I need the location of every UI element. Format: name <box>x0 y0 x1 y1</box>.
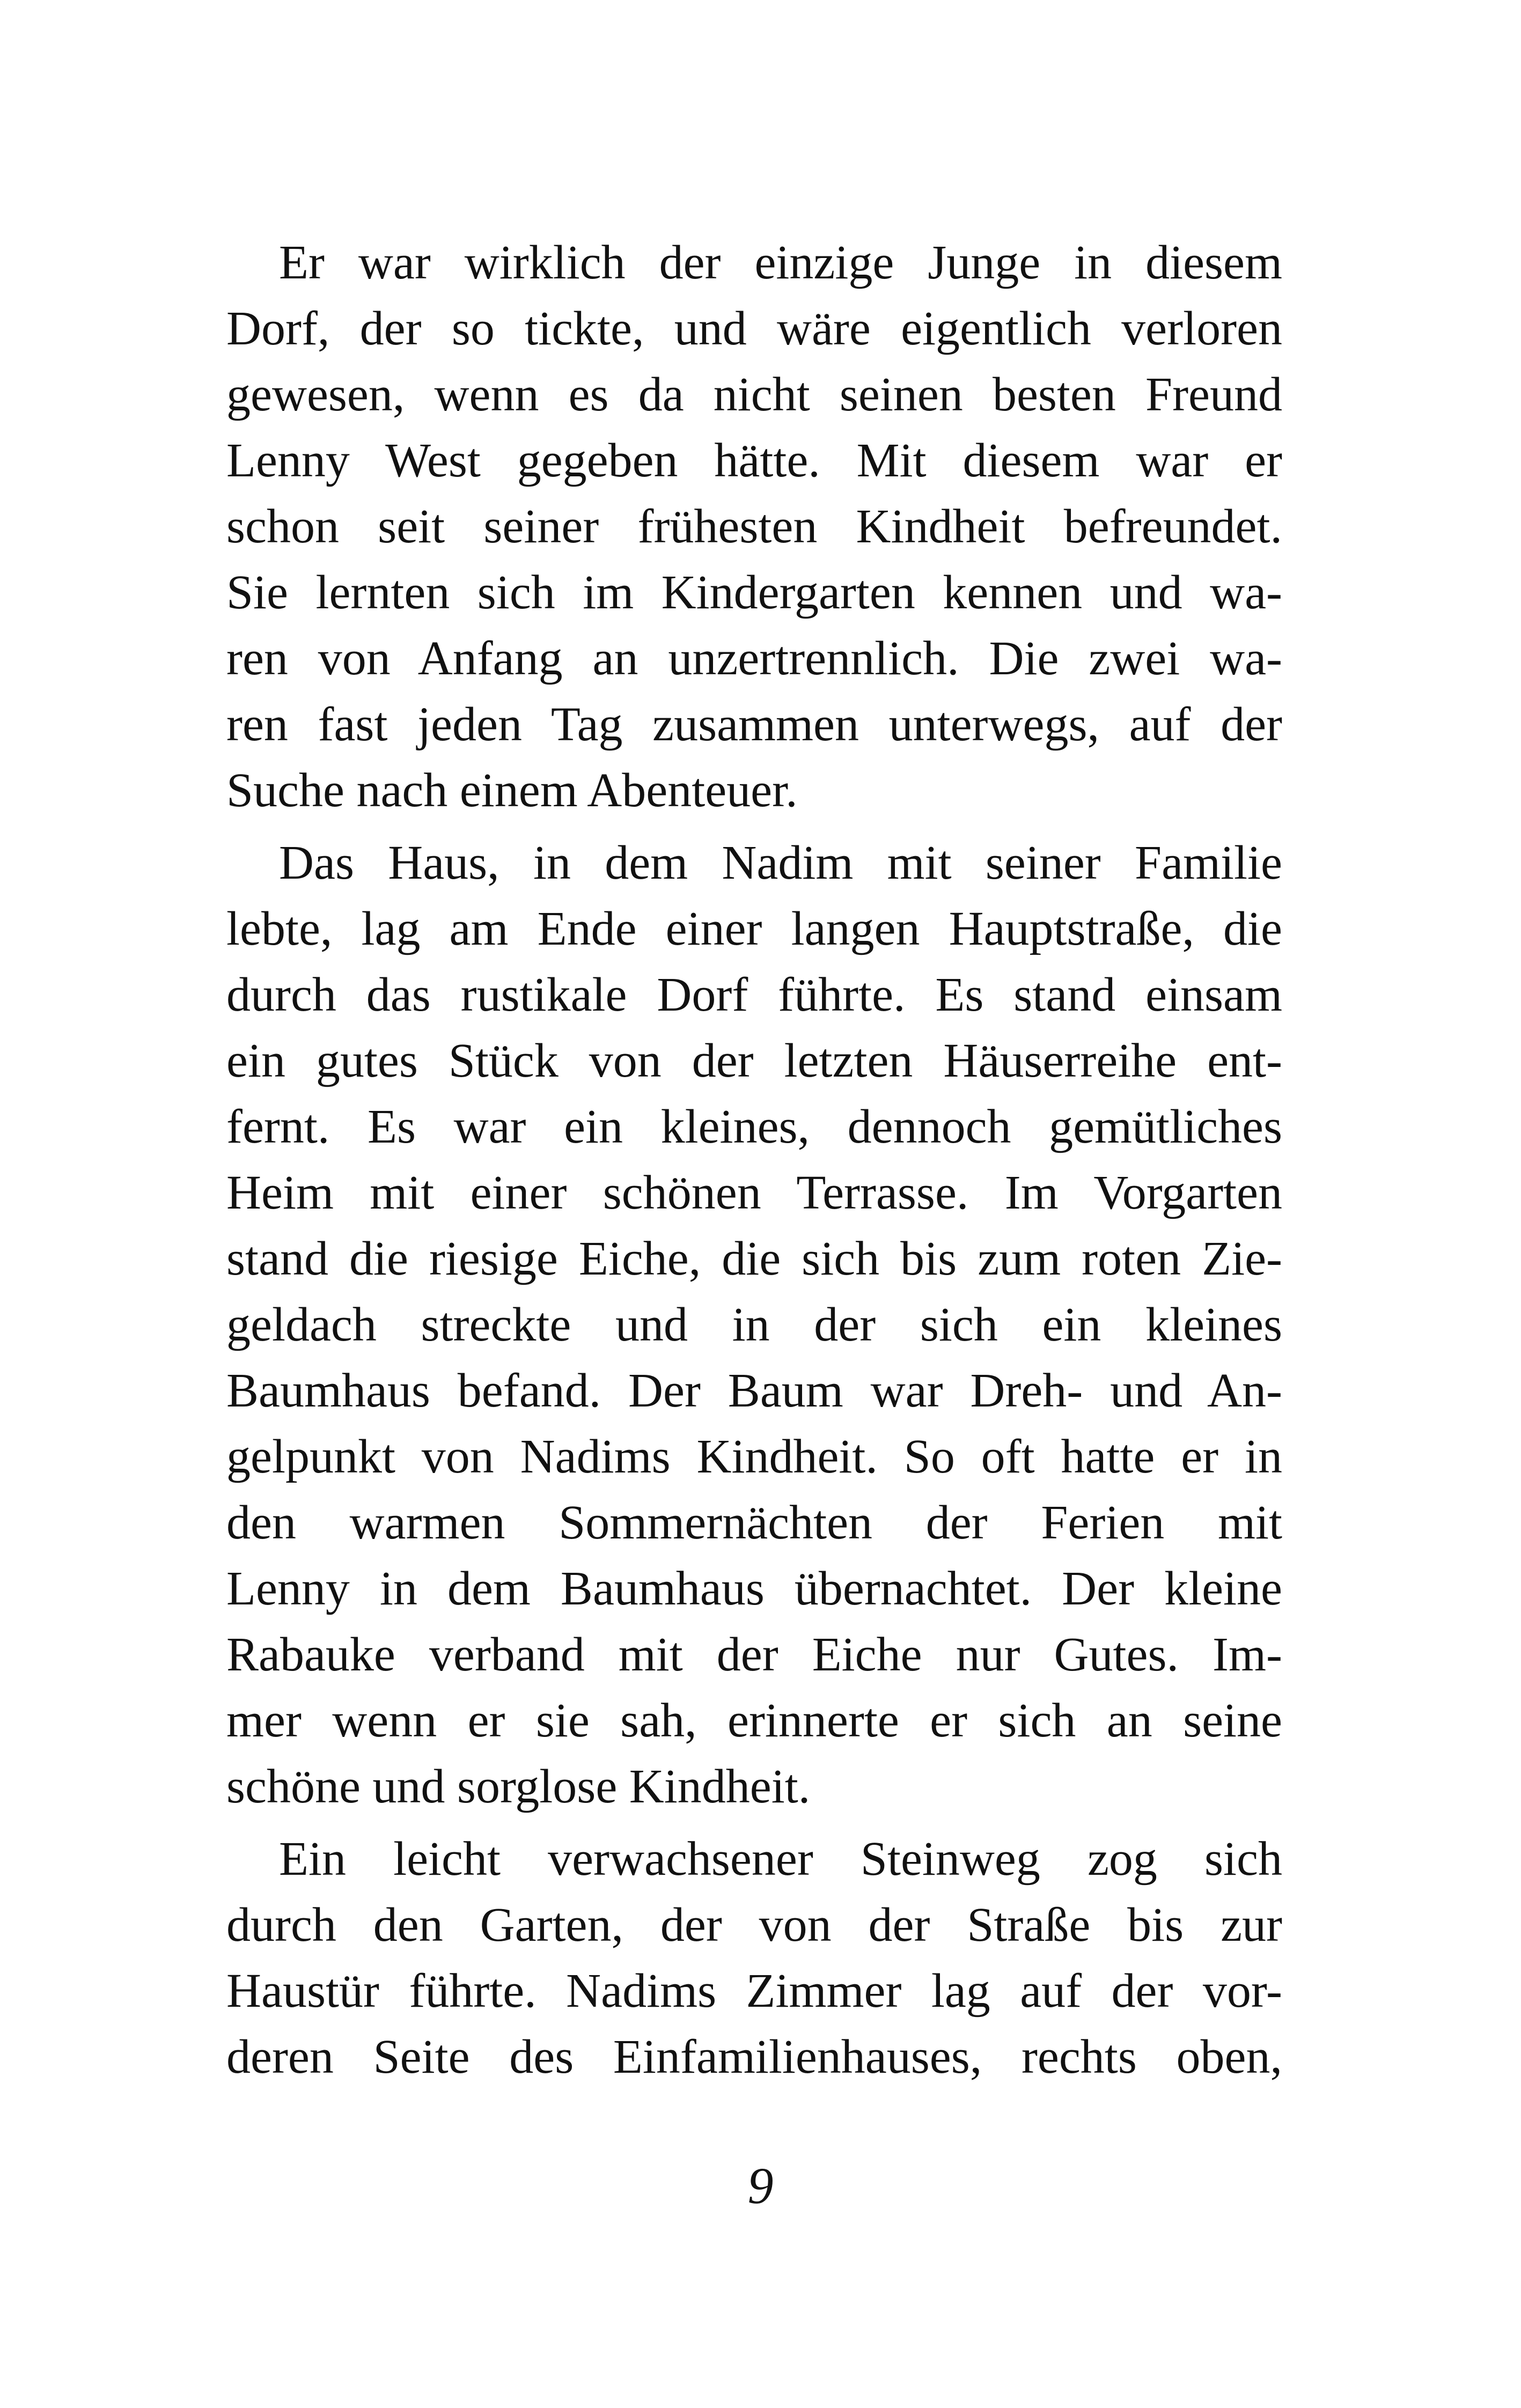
text-line: schöne und sorglose Kindheit. <box>226 1760 811 1813</box>
text-line: Suche nach einem Abenteuer. <box>226 764 798 817</box>
text-line: Heim mit einer schönen Terrasse. Im Vorgarten <box>226 1166 1282 1219</box>
text-line: ein gutes Stück von der letzten Häuserreihe ent- <box>226 1034 1282 1087</box>
text-line: ren fast jeden Tag zusammen unterwegs, auf der <box>226 698 1282 751</box>
text-line: Dorf, der so tickte, und wäre eigentlich verloren <box>226 302 1282 355</box>
text-line: mer wenn er sie sah, erinnerte er sich an seine <box>226 1694 1282 1747</box>
paragraph-3 <box>226 1826 1282 2090</box>
text-line: ren von Anfang an unzertrennlich. Die zwei wa- <box>226 632 1282 685</box>
text-line: Das Haus, in dem Nadim mit seiner Familie <box>279 836 1282 889</box>
text-line: gewesen, wenn es da nicht seinen besten Freund <box>226 368 1282 421</box>
text-line: Baumhaus befand. Der Baum war Dreh- und An- <box>226 1364 1282 1417</box>
paragraph-2 <box>226 830 1282 1820</box>
text-line: stand die riesige Eiche, die sich bis zum roten Zie- <box>226 1232 1282 1285</box>
text-line: deren Seite des Einfamilienhauses, rechts oben, <box>226 2030 1282 2083</box>
text-line: geldach streckte und in der sich ein kleines <box>226 1298 1282 1351</box>
text-line: Haustür führte. Nadims Zimmer lag auf der vor- <box>226 1964 1282 2017</box>
text-line: Sie lernten sich im Kindergarten kennen und wa- <box>226 566 1282 619</box>
text-line: Lenny in dem Baumhaus übernachtet. Der kleine <box>226 1562 1282 1615</box>
paragraph-gap <box>226 1820 1282 1826</box>
body-text <box>226 230 1282 2090</box>
text-line: Rabauke verband mit der Eiche nur Gutes. Im- <box>226 1628 1282 1681</box>
text-line: Lenny West gegeben hätte. Mit diesem war er <box>226 434 1282 487</box>
page-number: 9 <box>747 2157 774 2214</box>
text-line: den warmen Sommernächten der Ferien mit <box>226 1496 1282 1549</box>
paragraph-1 <box>226 230 1282 823</box>
text-line: Er war wirklich der einzige Junge in diesem <box>279 236 1282 289</box>
text-line: Ein leicht verwachsener Steinweg zog sich <box>279 1832 1282 1886</box>
paragraph-gap <box>226 823 1282 830</box>
text-line: durch das rustikale Dorf führte. Es stand einsam <box>226 968 1282 1021</box>
text-line: fernt. Es war ein kleines, dennoch gemütliches <box>226 1100 1282 1153</box>
text-line: durch den Garten, der von der Straße bis zur <box>226 1898 1282 1952</box>
text-line: gelpunkt von Nadims Kindheit. So oft hatte er in <box>226 1430 1282 1483</box>
text-line: lebte, lag am Ende einer langen Hauptstraße, die <box>226 902 1282 955</box>
text-line: schon seit seiner frühesten Kindheit befreundet. <box>226 500 1282 553</box>
